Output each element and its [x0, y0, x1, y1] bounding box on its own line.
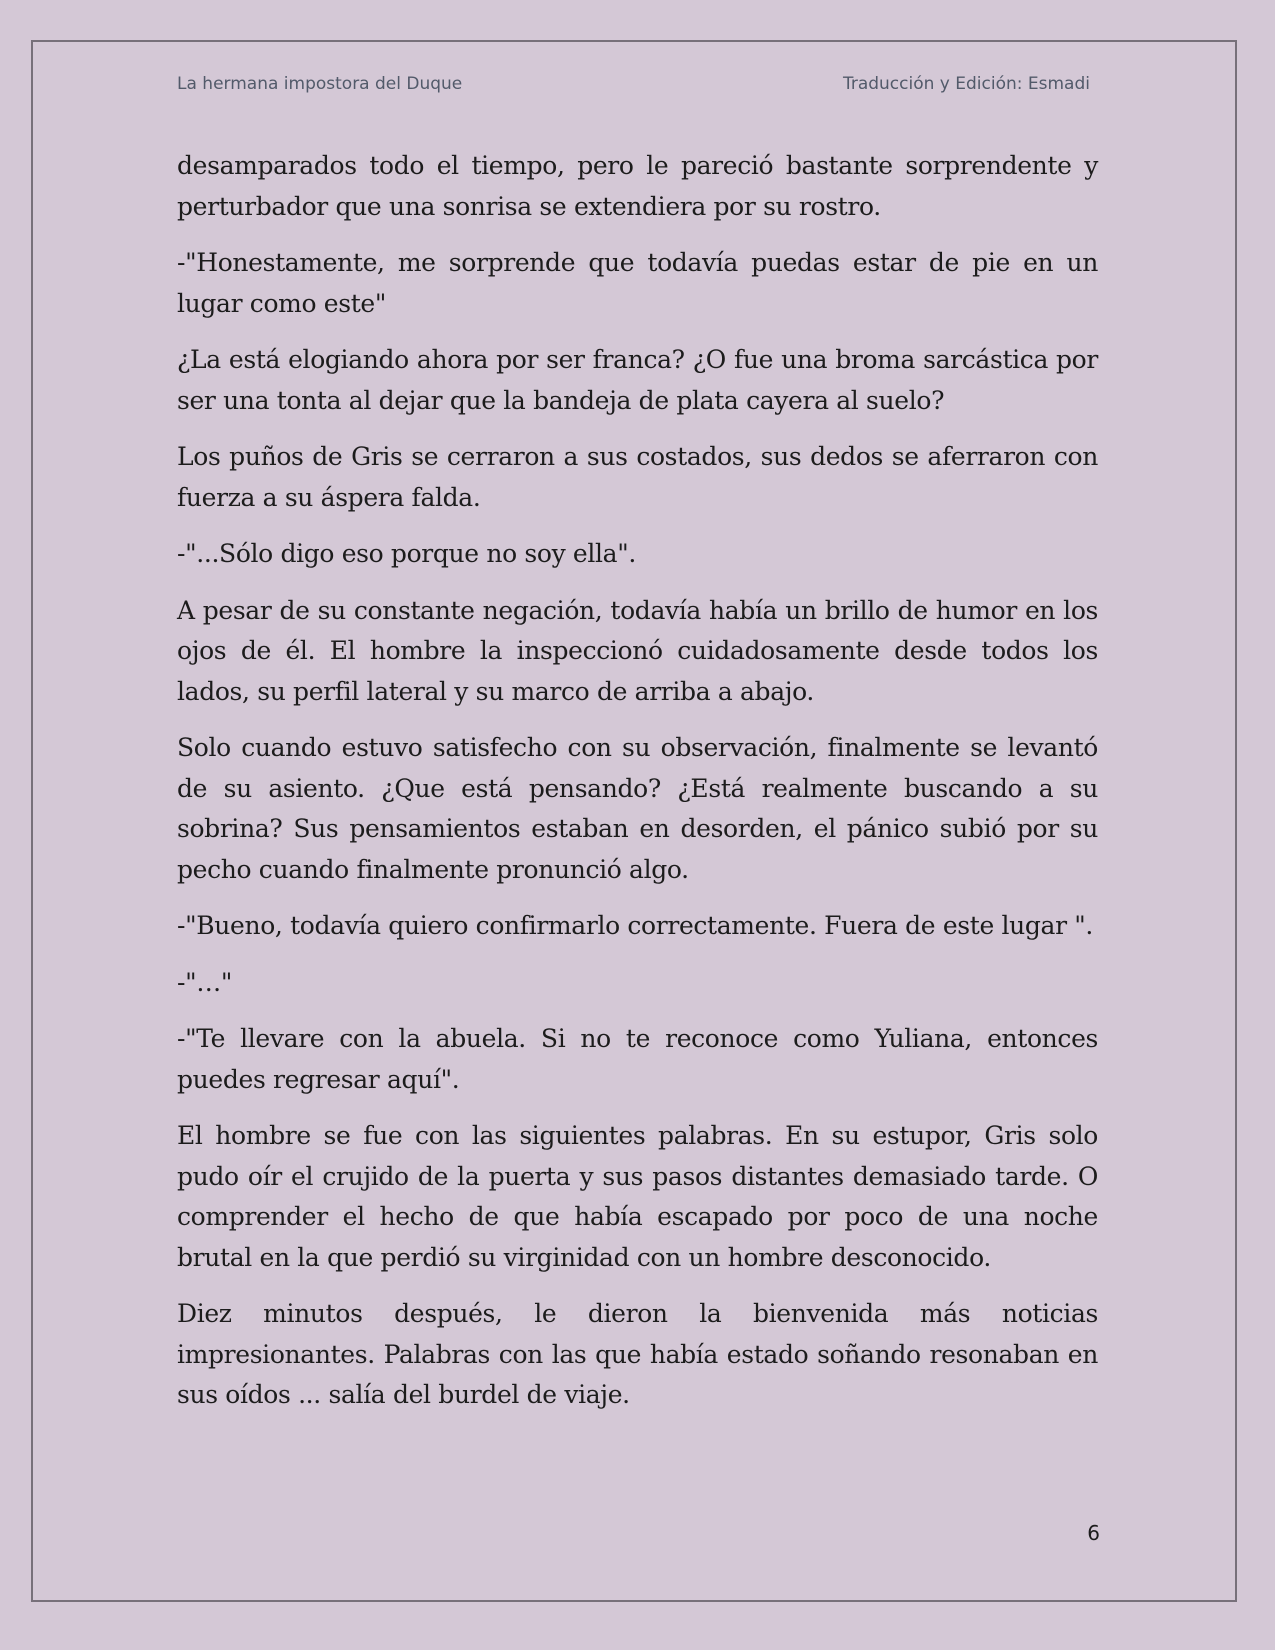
paragraph: Diez minutos después, le dieron la bienvenida más noticias impresionantes. Palabras con las que había estado soñando resonaban en sus oídos ... salía del burdel de viaje. [177, 1299, 1098, 1409]
paragraph: -"Te llevare con la abuela. Si no te reconoce como Yuliana, entonces puedes regresar aquí". [177, 1024, 1098, 1094]
document-body [177, 146, 1098, 1432]
paragraph: -"…" [177, 967, 233, 997]
page-number: 6 [1087, 1521, 1100, 1545]
paragraph: desamparados todo el tiempo, pero le pareció bastante sorprendente y perturbador que una sonrisa se extendiera por su rostro. [177, 151, 1098, 221]
header-translation-credits: Traducción y Edición: Esmadi [842, 74, 1090, 94]
paragraph: Los puños de Gris se cerraron a sus costados, sus dedos se aferraron con fuerza a su áspera falda. [177, 442, 1098, 512]
paragraph: A pesar de su constante negación, todavía había un brillo de humor en los ojos de él. El hombre la inspeccionó cuidadosamente desde todos los lados, su perfil lateral y su marco de arriba a abajo. [177, 595, 1098, 706]
header-book-title: La hermana impostora del Duque [177, 74, 463, 94]
paragraph: -"Honestamente, me sorprende que todavía puedas estar de pie en un lugar como este" [177, 248, 1098, 318]
page-header [177, 74, 1090, 100]
paragraph: ¿La está elogiando ahora por ser franca? ¿O fue una broma sarcástica por ser una tonta al dejar que la bandeja de plata cayera al suelo? [177, 345, 1098, 415]
paragraph: -"Bueno, todavía quiero confirmarlo correctamente. Fuera de este lugar ". [177, 911, 1094, 940]
paragraph: Solo cuando estuvo satisfecho con su observación, finalmente se levantó de su asiento. ¿Que está pensando? ¿Está realmente buscando a su sobrina? Sus pensamientos estaban en desorden, el pánico subió por su pecho cuando finalmente pronunció algo. [177, 733, 1098, 884]
paragraph: -"...Sólo digo eso porque no soy ella". [177, 539, 636, 568]
paragraph: El hombre se fue con las siguientes palabras. En su estupor, Gris solo pudo oír el crujido de la puerta y sus pasos distantes demasiado tarde. O comprender el hecho de que había escapado por poco de una noche brutal en la que perdió su virginidad con un hombre desconocido. [177, 1121, 1098, 1272]
